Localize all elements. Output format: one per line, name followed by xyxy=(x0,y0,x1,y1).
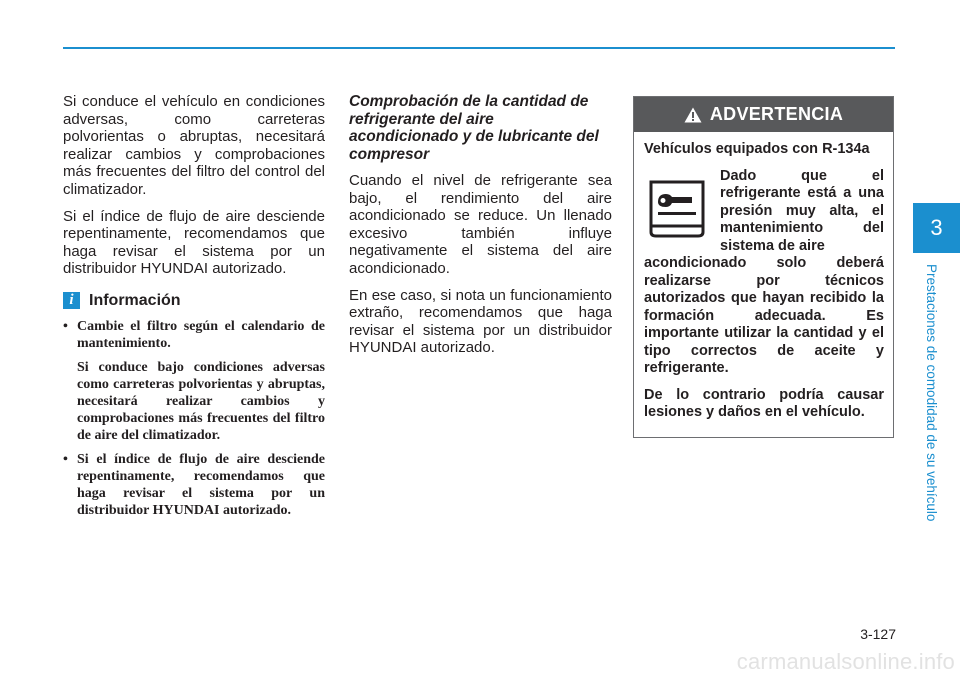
list-item-text: Cambie el filtro según el calendario de mantenimiento. xyxy=(77,318,325,351)
left-column xyxy=(63,93,325,526)
wrench-manual-icon xyxy=(646,180,708,238)
list-item xyxy=(63,451,325,519)
list-item-text: Si el índice de flujo de aire desciende repentinamente, recomendamos que haga revisar el sistema por un distribuidor HYUNDAI autorizado. xyxy=(77,451,325,518)
list-item xyxy=(63,318,325,444)
top-rule xyxy=(63,47,895,49)
chapter-title: Prestaciones de comodidad de su vehículo xyxy=(924,264,939,522)
warning-body xyxy=(634,132,893,422)
info-title: Información xyxy=(89,291,181,309)
warning-text: Dado que el refrigerante está a una presión muy alta, el mantenimiento del sistema de aire xyxy=(720,167,884,254)
watermark: carmanualsonline.info xyxy=(736,649,955,674)
warning-header xyxy=(634,97,893,132)
section-heading: Comprobación de la cantidad de refrigerante del aire acondicionado y de lubricante del compresor xyxy=(349,93,599,163)
bullet: • xyxy=(63,318,68,334)
warning-triangle-icon xyxy=(684,107,702,123)
warning-box xyxy=(633,96,894,438)
page-number: 3-127 xyxy=(860,626,896,642)
chapter-tab: 3 xyxy=(913,203,960,253)
warning-text: De lo contrario podría causar lesiones y daños en el vehículo. xyxy=(644,386,884,420)
paragraph: Si el índice de flujo de aire desciende repentinamente, recomendamos que haga revisar el sistema por un distribuidor HYUNDAI autorizado. xyxy=(63,207,325,278)
info-heading xyxy=(63,292,325,310)
list-item-subtext: Si conduce bajo condiciones adversas como carreteras polvorientas y abruptas, necesitará realizar cambios y comprobaciones más frecuentes del filtro de aire del climatizador. xyxy=(77,359,325,443)
warning-row xyxy=(644,168,884,256)
warning-title: ADVERTENCIA xyxy=(709,104,844,124)
middle-column xyxy=(349,93,612,366)
paragraph: Cuando el nivel de refrigerante sea bajo, el rendimiento del aire acondicionado se reduce. Un llenado excesivo también influye negativamente el sistema del aire acondicionado. xyxy=(349,172,612,277)
warning-text: acondicionado solo deberá realizarse por técnicos autorizados que hayan recibido la formación adecuada. Es importante utilizar la cantidad y el tipo correctos de aceite y refrigerante. xyxy=(644,255,884,376)
paragraph: Si conduce el vehículo en condiciones adversas, como carreteras polvorientas o abruptas, necesitará realizar cambios y comprobaciones más frecuentes del filtro del control del climatizador. xyxy=(63,93,325,198)
bullet: • xyxy=(63,451,68,467)
warning-text: Vehículos equipados con R-134a xyxy=(644,141,870,157)
paragraph: En ese caso, si nota un funcionamiento extraño, recomendamos que haga revisar el sistema por un distribuidor HYUNDAI autorizado. xyxy=(349,286,612,357)
info-list xyxy=(63,318,325,519)
info-icon: i xyxy=(63,292,80,309)
